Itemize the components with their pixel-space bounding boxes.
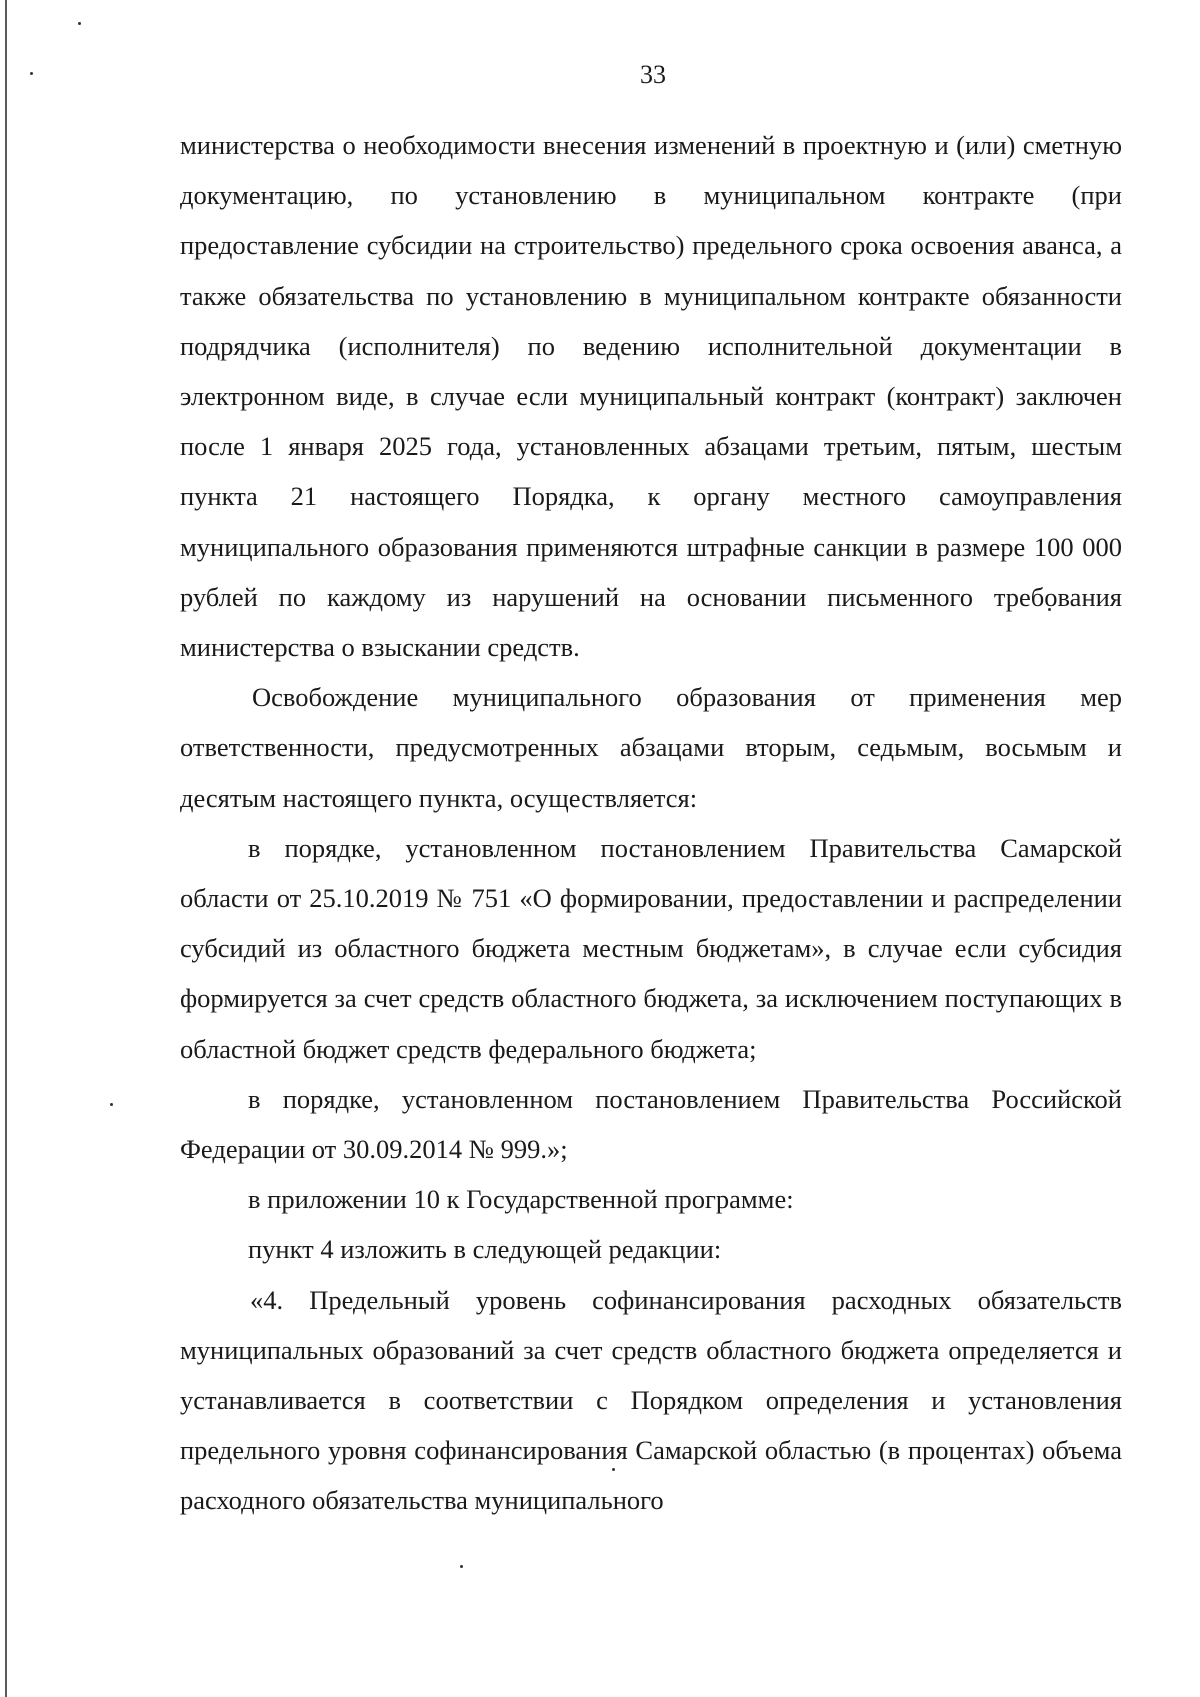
scan-speck — [78, 22, 81, 25]
paragraph-appendix-10: в приложении 10 к Государственной программе: — [248, 1184, 794, 1215]
paragraph-exemption: Освобождение муниципального образования от применения мер ответственности, предусмотренных абзацами вторым, седьмым, восьмым и десятым настоящего пункта, осуществляется: — [180, 682, 1122, 813]
document-body — [180, 120, 1122, 1526]
paragraph-federal-order: в порядке, установленном постановлением Правительства Российской Федерации от 30.09.2014 № 999.»; — [180, 1083, 1122, 1165]
paragraph-cofinancing: «4. Предельный уровень софинансирования расходных обязательств муниципальных образований за счет средств областного бюджета определяется и устанавливается в соответствии с Порядком определения и установления предельного уровня софинансирования Самарской областью (в процентах) объема расходного обязательства муниципального — [180, 1284, 1122, 1516]
paragraph-sanctions: министерства о необходимости внесения изменений в проектную и (или) сметную документацию, по установлению в муниципальном контракте (при предоставление субсидии на строительство) предельного срока освоения аванса, а также обязательства по установлению в муниципальном контракте обязанности подрядчика (исполнителя) по ведению исполнительной документации в электронном виде, в случае если муниципальный контракт (контракт) заключен после 1 января 2025 года, установленных абзацами третьим, пятым, шестым пункта 21 настоящего Порядка, к органу местного самоуправления муниципального образования применяются штрафные санкции в размере 100 000 рублей по каждому из нарушений на основании письменного требования министерства о взыскании средств. — [180, 130, 1122, 663]
paragraph-samara-order: в порядке, установленном постановлением Правительства Самарской области от 25.10.2019 № 751 «О формировании, предоставлении и распределении субсидий из областного бюджета местным бюджетам», в случае если субсидия формируется за счет средств областного бюджета, за исключением поступающих в областной бюджет средств федерального бюджета; — [180, 832, 1122, 1064]
paragraph-point-4: пункт 4 изложить в следующей редакции: — [248, 1234, 722, 1265]
scan-speck — [460, 1565, 463, 1568]
scan-edge-line — [5, 0, 7, 1697]
scan-speck — [30, 72, 33, 75]
scan-speck — [110, 1103, 113, 1106]
page-number: 33 — [640, 60, 666, 89]
